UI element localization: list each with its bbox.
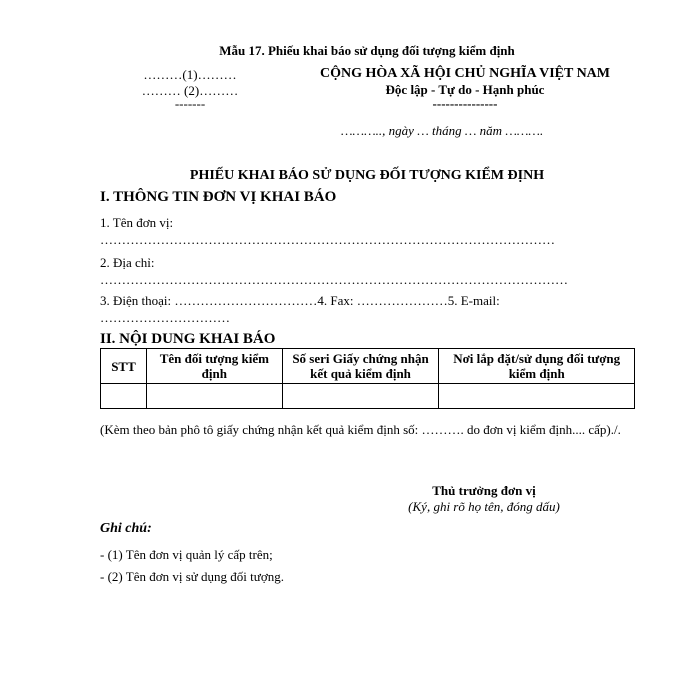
national-motto: Độc lập - Tự do - Hạnh phúc [385, 82, 545, 97]
parent-unit-placeholder: ………(1)……… [143, 67, 237, 82]
table-header-row [101, 349, 635, 384]
form-title: Mẫu 17. Phiếu khai báo sử dụng đối tượng kiểm định [219, 43, 515, 58]
contact-dots: ………………………… [100, 310, 230, 325]
note-item: - (1) Tên đơn vị quản lý cấp trên; [100, 547, 273, 562]
declaration-table [100, 348, 635, 409]
main-title: PHIẾU KHAI BÁO SỬ DỤNG ĐỐI TƯỢNG KIỂM ĐỊNH [189, 168, 545, 183]
national-name: CỘNG HÒA XÃ HỘI CHỦ NGHĨA VIỆT NAM [319, 66, 610, 81]
section-2-heading: II. NỘI DUNG KHAI BÁO [100, 331, 276, 347]
table-cell [146, 384, 282, 409]
contact-line: 3. Điện thoại: ……………………………4. Fax: …………………5. E-mail: [100, 293, 500, 308]
note-item: - (2) Tên đơn vị sử dụng đối tượng. [100, 569, 284, 584]
col-header-installation-location: Nơi lắp đặt/sử dụng đối tượng kiểm định [439, 349, 635, 384]
left-header-divider: ------- [174, 96, 206, 111]
unit-placeholder: ……… (2)……… [141, 83, 239, 98]
signature-title: Thủ trưởng đơn vị [432, 483, 536, 498]
address-dots: ……………………………………………………………………………………………… [100, 272, 568, 287]
table-row [101, 384, 635, 409]
col-header-object-name: Tên đối tượng kiểm định [146, 349, 282, 384]
right-header-divider: --------------- [432, 96, 498, 111]
notes-heading: Ghi chú: [100, 521, 152, 536]
signature-instruction: (Ký, ghi rõ họ tên, đóng dấu) [408, 499, 560, 514]
col-header-certificate-serial: Số seri Giấy chứng nhận kết quả kiểm định [282, 349, 439, 384]
table-cell [282, 384, 439, 409]
unit-name-dots: …………………………………………………………………………………………… [100, 232, 555, 247]
attachment-note: (Kèm theo bản phô tô giấy chứng nhận kết quả kiểm định số: ………. do đơn vị kiểm định.... cấp)./. [100, 422, 621, 437]
unit-name-label: 1. Tên đơn vị: [100, 215, 174, 230]
address-label: 2. Địa chỉ: [100, 255, 155, 270]
col-header-stt: STT [101, 349, 147, 384]
table-cell [101, 384, 147, 409]
date-line: ……….., ngày … tháng … năm ………. [341, 123, 544, 138]
section-1-heading: I. THÔNG TIN ĐƠN VỊ KHAI BÁO [100, 189, 337, 205]
table-cell [439, 384, 635, 409]
